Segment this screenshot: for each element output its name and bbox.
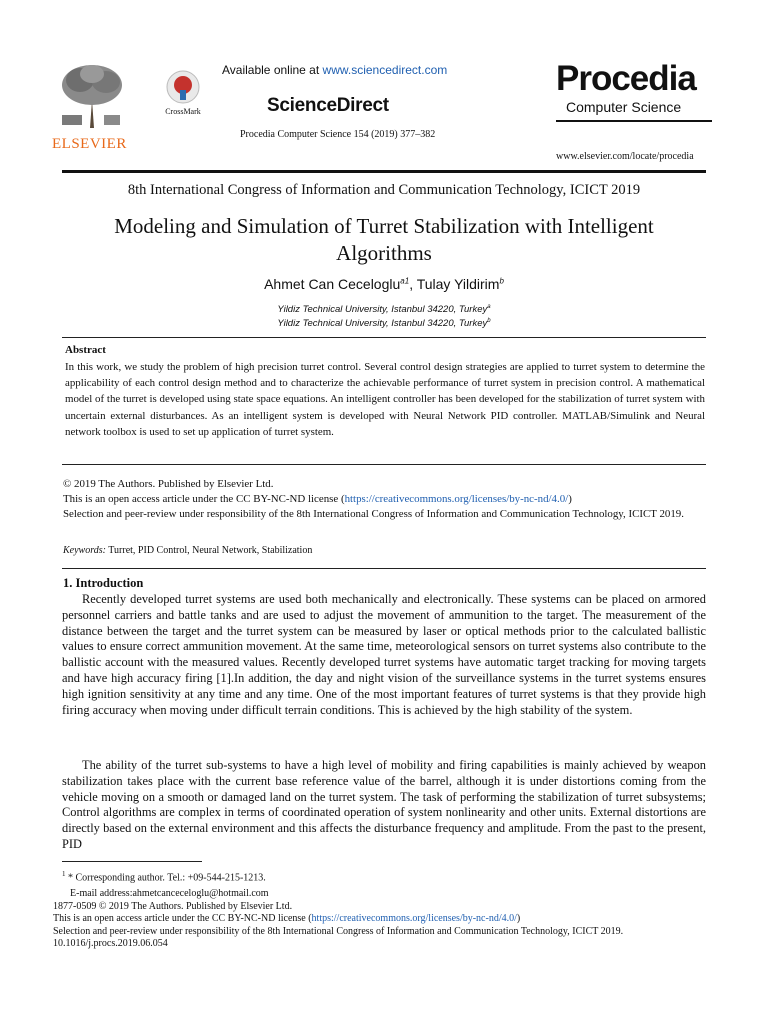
author-sup: a1 <box>400 276 410 286</box>
crossmark-logo[interactable] <box>158 70 208 120</box>
procedia-subtitle: Computer Science <box>566 99 682 115</box>
doi[interactable]: 10.1016/j.procs.2019.06.054 <box>53 937 168 949</box>
footer-license-line: This is an open access article under the CC BY-NC-ND license (https://creativecommons.org/licenses/by-nc-nd/4.0/) <box>53 913 521 925</box>
abstract-bottom-rule <box>62 464 706 465</box>
procedia-logo <box>556 60 712 140</box>
elsevier-logo <box>52 60 132 150</box>
paper-title-line2: Algorithms <box>336 241 432 265</box>
paper-title-line1: Modeling and Simulation of Turret Stabilization with Intelligent <box>114 214 654 238</box>
footnote-author: * Corresponding author. Tel.: +09-544-215-1213. <box>65 872 266 884</box>
author-list: Ahmet Can Ceceloglu$^{a1}$, Tulay Yildirim$^b$ <box>264 276 504 292</box>
author-name: Tulay Yildirim <box>416 276 500 292</box>
journal-homepage[interactable]: www.elsevier.com/locate/procedia <box>556 151 694 162</box>
issn-line: 1877-0509 © 2019 The Authors. Published by Elsevier Ltd. <box>53 901 293 912</box>
elsevier-tree-icon <box>52 60 132 130</box>
author-name: Ahmet Can Ceceloglu <box>264 276 401 292</box>
elsevier-wordmark: ELSEVIER <box>52 136 127 152</box>
abstract-text: In this work, we study the problem of high precision turret control. Several control design strategies are applied to turret system to determine the applicability of each control design method and to characterize the achievable performance of turret system in precision control. A mathematical model of the turret is developed using state space equations. An intelligent controller has been developed for the stabilization of turret system with uncertain external disturbances. As an intelligent system is developed with Neural Network PID controller. MATLAB/Simulink and Neural network toolbox is used to set up application of turret system. <box>65 361 705 438</box>
journal-reference: Procedia Computer Science 154 (2019) 377–382 <box>240 129 436 140</box>
keywords-rule <box>62 568 706 569</box>
author-sup: b <box>499 276 504 286</box>
intro-paragraph-1: Recently developed turret systems are used both mechanically and electronically. These systems can be placed on armored personnel carriers and battle tanks and are used to adjust the movement of ammunition to the target. The measurement of the distance between the target and the turret system can be measured by laser or optical methods prior to the calculated ballistic values to ensure correct ammunition movement. At the same time, meteorological sensors on turret systems also contribute to the ballistic account with the measured values. Recently developed turret systems have automatic target tracking for moving targets and have high accuracy firing [1].In addition, the day and night vision of the surveillance systems in the turret systems ensures high ignition sensitivity at any time and any time. One of the most important features of turret systems is that they provide high firing accuracy when moving under difficult terrain conditions. This is achieved by the high stability of the system. <box>62 592 706 717</box>
page-footer <box>53 901 715 950</box>
sciencedirect-title: ScienceDirect <box>267 95 389 116</box>
license-line: This is an open access article under the CC BY-NC-ND license (https://creativecommons.org/licenses/by-nc-nd/4.0/) <box>63 492 572 505</box>
intro-paragraph-2: The ability of the turret sub-systems to have a high level of mobility and firing capabilities is mainly achieved by weapon stabilization takes place with the current base reference value of the barrel, although it is under distortions coming from the vehicle moving on a smooth or damaged land on the turret system. The task of performing the stabilization of turret subsystems; Control algorithms are complex in terms of coordinated operation of system nonlinearity and other units. External distortions are directly based on the external environment and this affects the disturbance frequency and amplitude. From the past to the present, PID <box>62 758 706 851</box>
abstract-top-rule <box>62 337 706 338</box>
abstract-heading: Abstract <box>65 344 106 356</box>
conference-name: 8th International Congress of Information and Communication Technology, ICICT 2019 <box>127 182 641 198</box>
copyright-block <box>63 477 708 521</box>
keywords-line <box>63 545 312 556</box>
license-link[interactable]: https://creativecommons.org/licenses/by-nc-nd/4.0/ <box>344 492 569 505</box>
footnote-mark: 1 <box>62 870 66 878</box>
procedia-underline <box>556 120 712 122</box>
footer-peer-review: Selection and peer-review under responsibility of the 8th International Congress of Information and Communication Technology, ICICT 2019. <box>53 925 624 937</box>
footer-license-link[interactable]: https://creativecommons.org/licenses/by-nc-nd/4.0/ <box>311 913 517 925</box>
keywords-label: Keywords: <box>63 545 106 556</box>
sciencedirect-link[interactable]: www.sciencedirect.com <box>322 63 448 77</box>
procedia-wordmark: Procedia <box>556 59 696 98</box>
available-online: Available online at www.sciencedirect.com <box>222 63 448 77</box>
crossmark-icon <box>166 70 200 104</box>
affiliation: Yildiz Technical University, Istanbul 34220, Turkey$^b$ <box>277 318 491 330</box>
header-rule <box>62 170 706 173</box>
footnote-email: E-mail address:ahmetcanceceloglu@hotmail.com <box>70 888 269 900</box>
peer-review-line: Selection and peer-review under responsibility of the 8th International Congress of Information and Communication Technology, ICICT 2019. <box>63 507 684 520</box>
footnote-rule <box>62 861 202 862</box>
keywords-text: Turret, PID Control, Neural Network, Stabilization <box>105 545 313 556</box>
crossmark-label: CrossMark <box>165 107 201 116</box>
affiliation: Yildiz Technical University, Istanbul 34220, Turkey$^a$ <box>277 304 491 316</box>
copyright-line: © 2019 The Authors. Published by Elsevier Ltd. <box>63 478 274 490</box>
section-heading: 1. Introduction <box>63 576 144 590</box>
footnote <box>62 866 269 902</box>
